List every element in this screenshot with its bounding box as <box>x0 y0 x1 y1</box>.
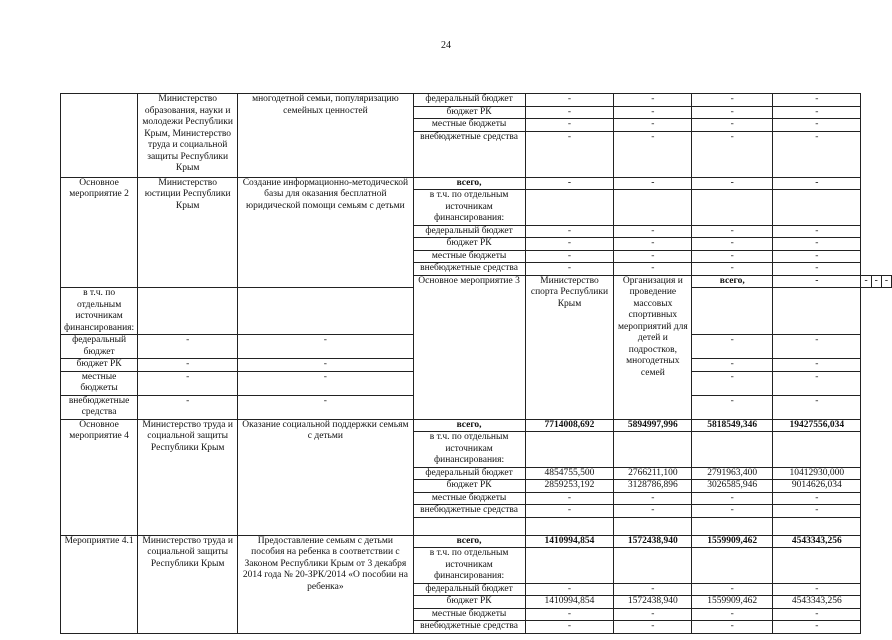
value-cell: 1410994,854 <box>525 596 614 609</box>
value-cell: - <box>773 263 861 276</box>
value-cell: - <box>692 335 773 359</box>
responsible-cell: Министерство спорта Республики Крым <box>525 275 614 419</box>
value-cell <box>614 190 692 226</box>
source-federal: федеральный бюджет <box>413 225 525 238</box>
responsible-cell: Министерство юстиции Республики Крым <box>138 177 238 288</box>
value-cell: 3026585,946 <box>692 480 773 493</box>
event-name-cell: Оказание социальной поддержки семьям с детьми <box>238 419 413 535</box>
value-cell: 2766211,100 <box>614 467 692 480</box>
value-cell <box>525 548 614 584</box>
value-cell: - <box>614 621 692 634</box>
responsible-cell: Министерство труда и социальной защиты Республики Крым <box>138 535 238 633</box>
value-cell: - <box>614 131 692 177</box>
value-cell: - <box>614 94 692 107</box>
value-cell: 1572438,940 <box>614 596 692 609</box>
value-cell: - <box>773 335 861 359</box>
value-cell: - <box>238 359 413 372</box>
value-cell: - <box>614 608 692 621</box>
value-cell: 5818549,346 <box>692 419 773 432</box>
source-including: в т.ч. по отдельным источникам финансирования: <box>413 190 525 226</box>
value-cell: - <box>525 238 614 251</box>
event-name-cell: многодетной семьи, популяризацию семейных ценностей <box>238 94 413 178</box>
value-cell: 4543343,256 <box>773 535 861 548</box>
value-cell: - <box>773 225 861 238</box>
source-including: в т.ч. по отдельным источникам финансирования: <box>413 548 525 584</box>
source-federal: федеральный бюджет <box>413 94 525 107</box>
value-cell: 4854755,500 <box>525 467 614 480</box>
value-cell: - <box>773 608 861 621</box>
value-cell: 1410994,854 <box>525 535 614 548</box>
event-number-cell: Основное мероприятие 2 <box>61 177 138 288</box>
table-row <box>61 177 892 190</box>
value-cell: - <box>614 492 692 505</box>
value-cell: - <box>861 275 871 288</box>
value-cell: - <box>692 621 773 634</box>
value-cell <box>138 288 238 335</box>
value-cell <box>692 288 773 335</box>
source-republic: бюджет РК <box>413 480 525 493</box>
value-cell <box>692 190 773 226</box>
value-cell: - <box>773 505 861 518</box>
source-federal: федеральный бюджет <box>413 467 525 480</box>
value-cell: - <box>773 238 861 251</box>
value-cell: - <box>525 106 614 119</box>
value-cell: - <box>692 238 773 251</box>
value-cell <box>773 517 861 535</box>
value-cell: - <box>525 621 614 634</box>
source-total: всего, <box>413 419 525 432</box>
value-cell: - <box>773 359 861 372</box>
value-cell: 1572438,940 <box>614 535 692 548</box>
source-total: всего, <box>413 535 525 548</box>
value-cell: - <box>692 359 773 372</box>
value-cell: 4543343,256 <box>773 596 861 609</box>
value-cell: - <box>238 371 413 395</box>
source-local: местные бюджеты <box>61 371 138 395</box>
source-total: всего, <box>692 275 773 288</box>
source-offbudget: внебюджетные средства <box>61 395 138 419</box>
value-cell: - <box>773 492 861 505</box>
value-cell <box>692 432 773 468</box>
value-cell: - <box>692 106 773 119</box>
value-cell <box>773 432 861 468</box>
value-cell: - <box>138 371 238 395</box>
value-cell: 10412930,000 <box>773 467 861 480</box>
event-name-cell: Предоставление семьям с детьми пособия на ребенка в соответствии с Законом Республики Крым от 3 декабря 2014 года № 20-ЗРК/2014 «О пособии на ребенка» <box>238 535 413 633</box>
value-cell <box>525 432 614 468</box>
event-number-cell <box>61 94 138 178</box>
value-cell: - <box>692 131 773 177</box>
value-cell <box>773 190 861 226</box>
value-cell: - <box>525 119 614 132</box>
value-cell <box>614 432 692 468</box>
value-cell: - <box>773 371 861 395</box>
source-offbudget: внебюджетные средства <box>413 131 525 177</box>
value-cell <box>614 548 692 584</box>
value-cell <box>525 190 614 226</box>
value-cell: - <box>525 177 614 190</box>
source-local: местные бюджеты <box>413 250 525 263</box>
value-cell: 1559909,462 <box>692 596 773 609</box>
value-cell: - <box>692 250 773 263</box>
source-local: местные бюджеты <box>413 492 525 505</box>
funding-table <box>60 93 892 634</box>
source-republic: бюджет РК <box>413 238 525 251</box>
value-cell: - <box>614 583 692 596</box>
value-cell: - <box>871 275 881 288</box>
value-cell <box>692 548 773 584</box>
value-cell: - <box>773 395 861 419</box>
value-cell: - <box>138 335 238 359</box>
value-cell: 9014626,034 <box>773 480 861 493</box>
value-cell: - <box>692 263 773 276</box>
value-cell: - <box>525 94 614 107</box>
value-cell: - <box>614 263 692 276</box>
value-cell: - <box>773 250 861 263</box>
value-cell: - <box>614 106 692 119</box>
source-republic: бюджет РК <box>413 106 525 119</box>
table-row <box>61 94 892 107</box>
empty-cell <box>413 517 525 535</box>
responsible-cell: Министерство труда и социальной защиты Республики Крым <box>138 419 238 535</box>
value-cell: - <box>525 263 614 276</box>
value-cell <box>692 517 773 535</box>
value-cell: 3128786,896 <box>614 480 692 493</box>
value-cell <box>773 548 861 584</box>
value-cell: - <box>692 371 773 395</box>
value-cell: - <box>525 505 614 518</box>
event-number-cell: Основное мероприятие 4 <box>61 419 138 535</box>
value-cell: 5894997,996 <box>614 419 692 432</box>
value-cell: 1559909,462 <box>692 535 773 548</box>
value-cell: - <box>138 359 238 372</box>
source-federal: федеральный бюджет <box>61 335 138 359</box>
value-cell: - <box>614 225 692 238</box>
source-republic: бюджет РК <box>413 596 525 609</box>
value-cell: - <box>614 505 692 518</box>
value-cell: - <box>525 250 614 263</box>
value-cell: - <box>238 395 413 419</box>
table-row <box>61 535 892 548</box>
event-number-cell: Мероприятие 4.1 <box>61 535 138 633</box>
source-offbudget: внебюджетные средства <box>413 505 525 518</box>
source-republic: бюджет РК <box>61 359 138 372</box>
value-cell: - <box>525 583 614 596</box>
page-number: 24 <box>441 40 451 51</box>
value-cell: - <box>692 492 773 505</box>
source-including: в т.ч. по отдельным источникам финансирования: <box>413 432 525 468</box>
value-cell: - <box>525 608 614 621</box>
source-total: всего, <box>413 177 525 190</box>
event-name-cell: Создание информационно-методической базы для оказания бесплатной юридической помощи семьям с детьми <box>238 177 413 288</box>
value-cell: - <box>138 395 238 419</box>
value-cell: 7714008,692 <box>525 419 614 432</box>
source-offbudget: внебюджетные средства <box>413 263 525 276</box>
value-cell: 2791963,400 <box>692 467 773 480</box>
value-cell: - <box>692 395 773 419</box>
source-local: местные бюджеты <box>413 119 525 132</box>
value-cell <box>238 288 413 335</box>
value-cell: - <box>525 131 614 177</box>
value-cell: - <box>773 177 861 190</box>
value-cell: - <box>773 94 861 107</box>
value-cell: - <box>692 225 773 238</box>
value-cell: - <box>614 238 692 251</box>
value-cell: - <box>692 177 773 190</box>
responsible-cell: Министерство образования, науки и молодежи Республики Крым, Министерство труда и социальной защиты Республики Крым <box>138 94 238 178</box>
event-number-cell: Основное мероприятие 3 <box>413 275 525 419</box>
value-cell: - <box>614 250 692 263</box>
value-cell: - <box>692 119 773 132</box>
value-cell: - <box>614 119 692 132</box>
value-cell <box>773 288 861 335</box>
value-cell: - <box>614 177 692 190</box>
value-cell: - <box>773 119 861 132</box>
value-cell: - <box>773 275 861 288</box>
value-cell: - <box>692 583 773 596</box>
source-local: местные бюджеты <box>413 608 525 621</box>
value-cell: - <box>881 275 891 288</box>
value-cell: - <box>773 106 861 119</box>
value-cell: - <box>773 583 861 596</box>
value-cell: - <box>773 131 861 177</box>
value-cell <box>525 517 614 535</box>
value-cell: - <box>773 621 861 634</box>
event-name-cell: Организация и проведение массовых спортивных мероприятий для детей и подростков, многодетных семей <box>614 275 692 419</box>
value-cell: - <box>525 225 614 238</box>
value-cell: - <box>692 505 773 518</box>
source-including: в т.ч. по отдельным источникам финансирования: <box>61 288 138 335</box>
value-cell: - <box>692 608 773 621</box>
value-cell: - <box>238 335 413 359</box>
table-row <box>61 419 892 432</box>
value-cell: - <box>692 94 773 107</box>
value-cell: - <box>525 492 614 505</box>
value-cell <box>614 517 692 535</box>
value-cell: 19427556,034 <box>773 419 861 432</box>
value-cell: 2859253,192 <box>525 480 614 493</box>
source-offbudget: внебюджетные средства <box>413 621 525 634</box>
source-federal: федеральный бюджет <box>413 583 525 596</box>
